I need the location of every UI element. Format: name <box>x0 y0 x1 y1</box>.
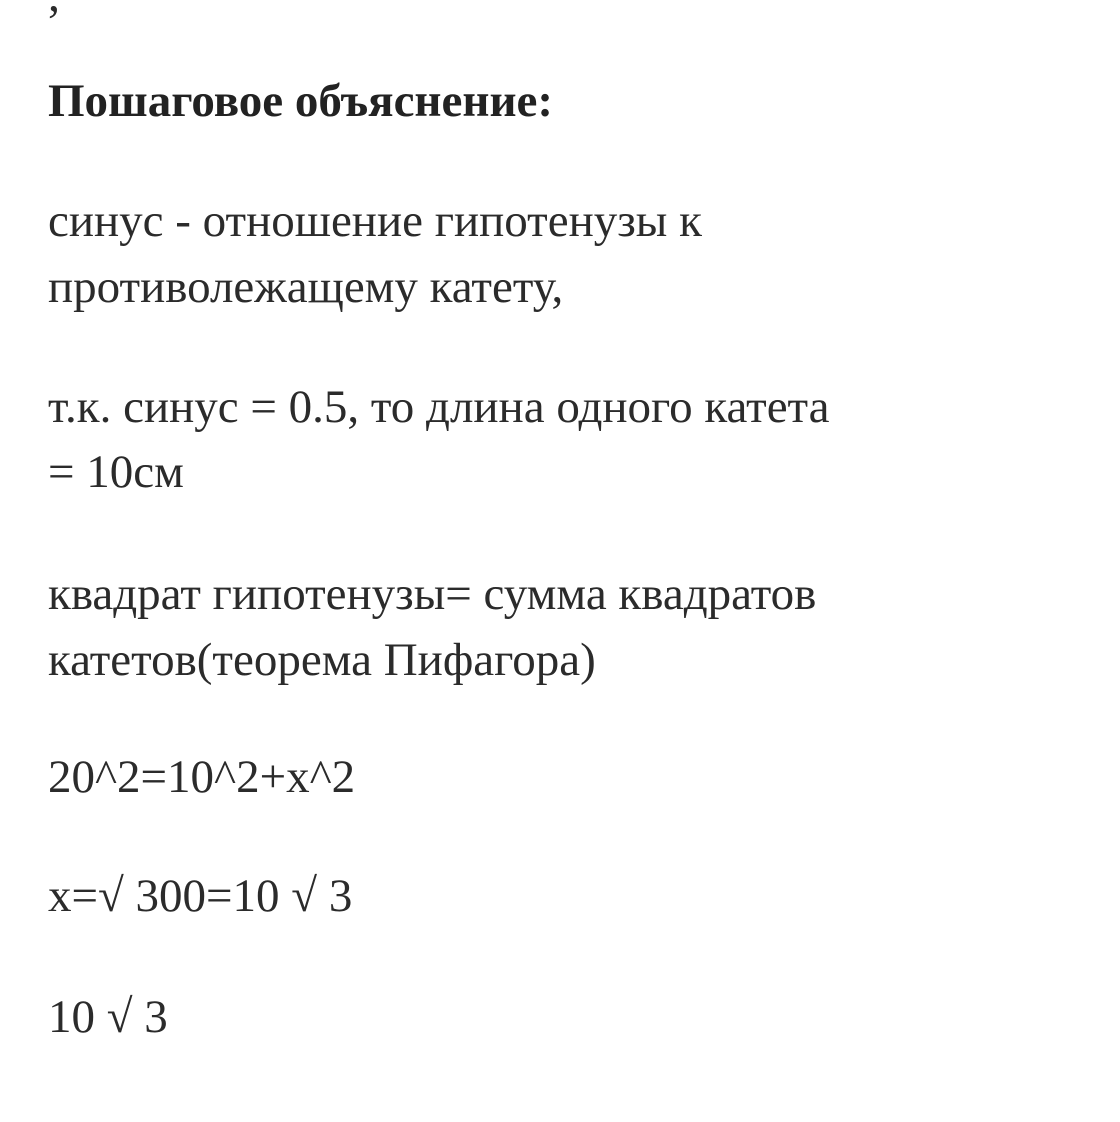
equation-solution: x=√ 300=10 √ 3 <box>48 870 353 922</box>
paragraph-3-line-2: катетов(теорема Пифагора) <box>48 634 596 686</box>
cropped-top-text <box>48 0 61 20</box>
paragraph-1-line-2: противолежащему катету, <box>48 261 564 313</box>
paragraph-3-line-1: квадрат гипотенузы= сумма квадратов <box>48 568 817 620</box>
paragraph-2-line-1: т.к. синус = 0.5, то длина одного катета <box>48 381 830 433</box>
paragraph-2-line-2: = 10см <box>48 446 184 498</box>
final-answer: 10 √ 3 <box>48 991 168 1043</box>
paragraph-1-line-1: синус - отношение гипотенузы к <box>48 195 702 247</box>
equation-pythagoras: 20^2=10^2+x^2 <box>48 751 356 803</box>
section-heading: Пошаговое объяснение: <box>48 75 554 127</box>
